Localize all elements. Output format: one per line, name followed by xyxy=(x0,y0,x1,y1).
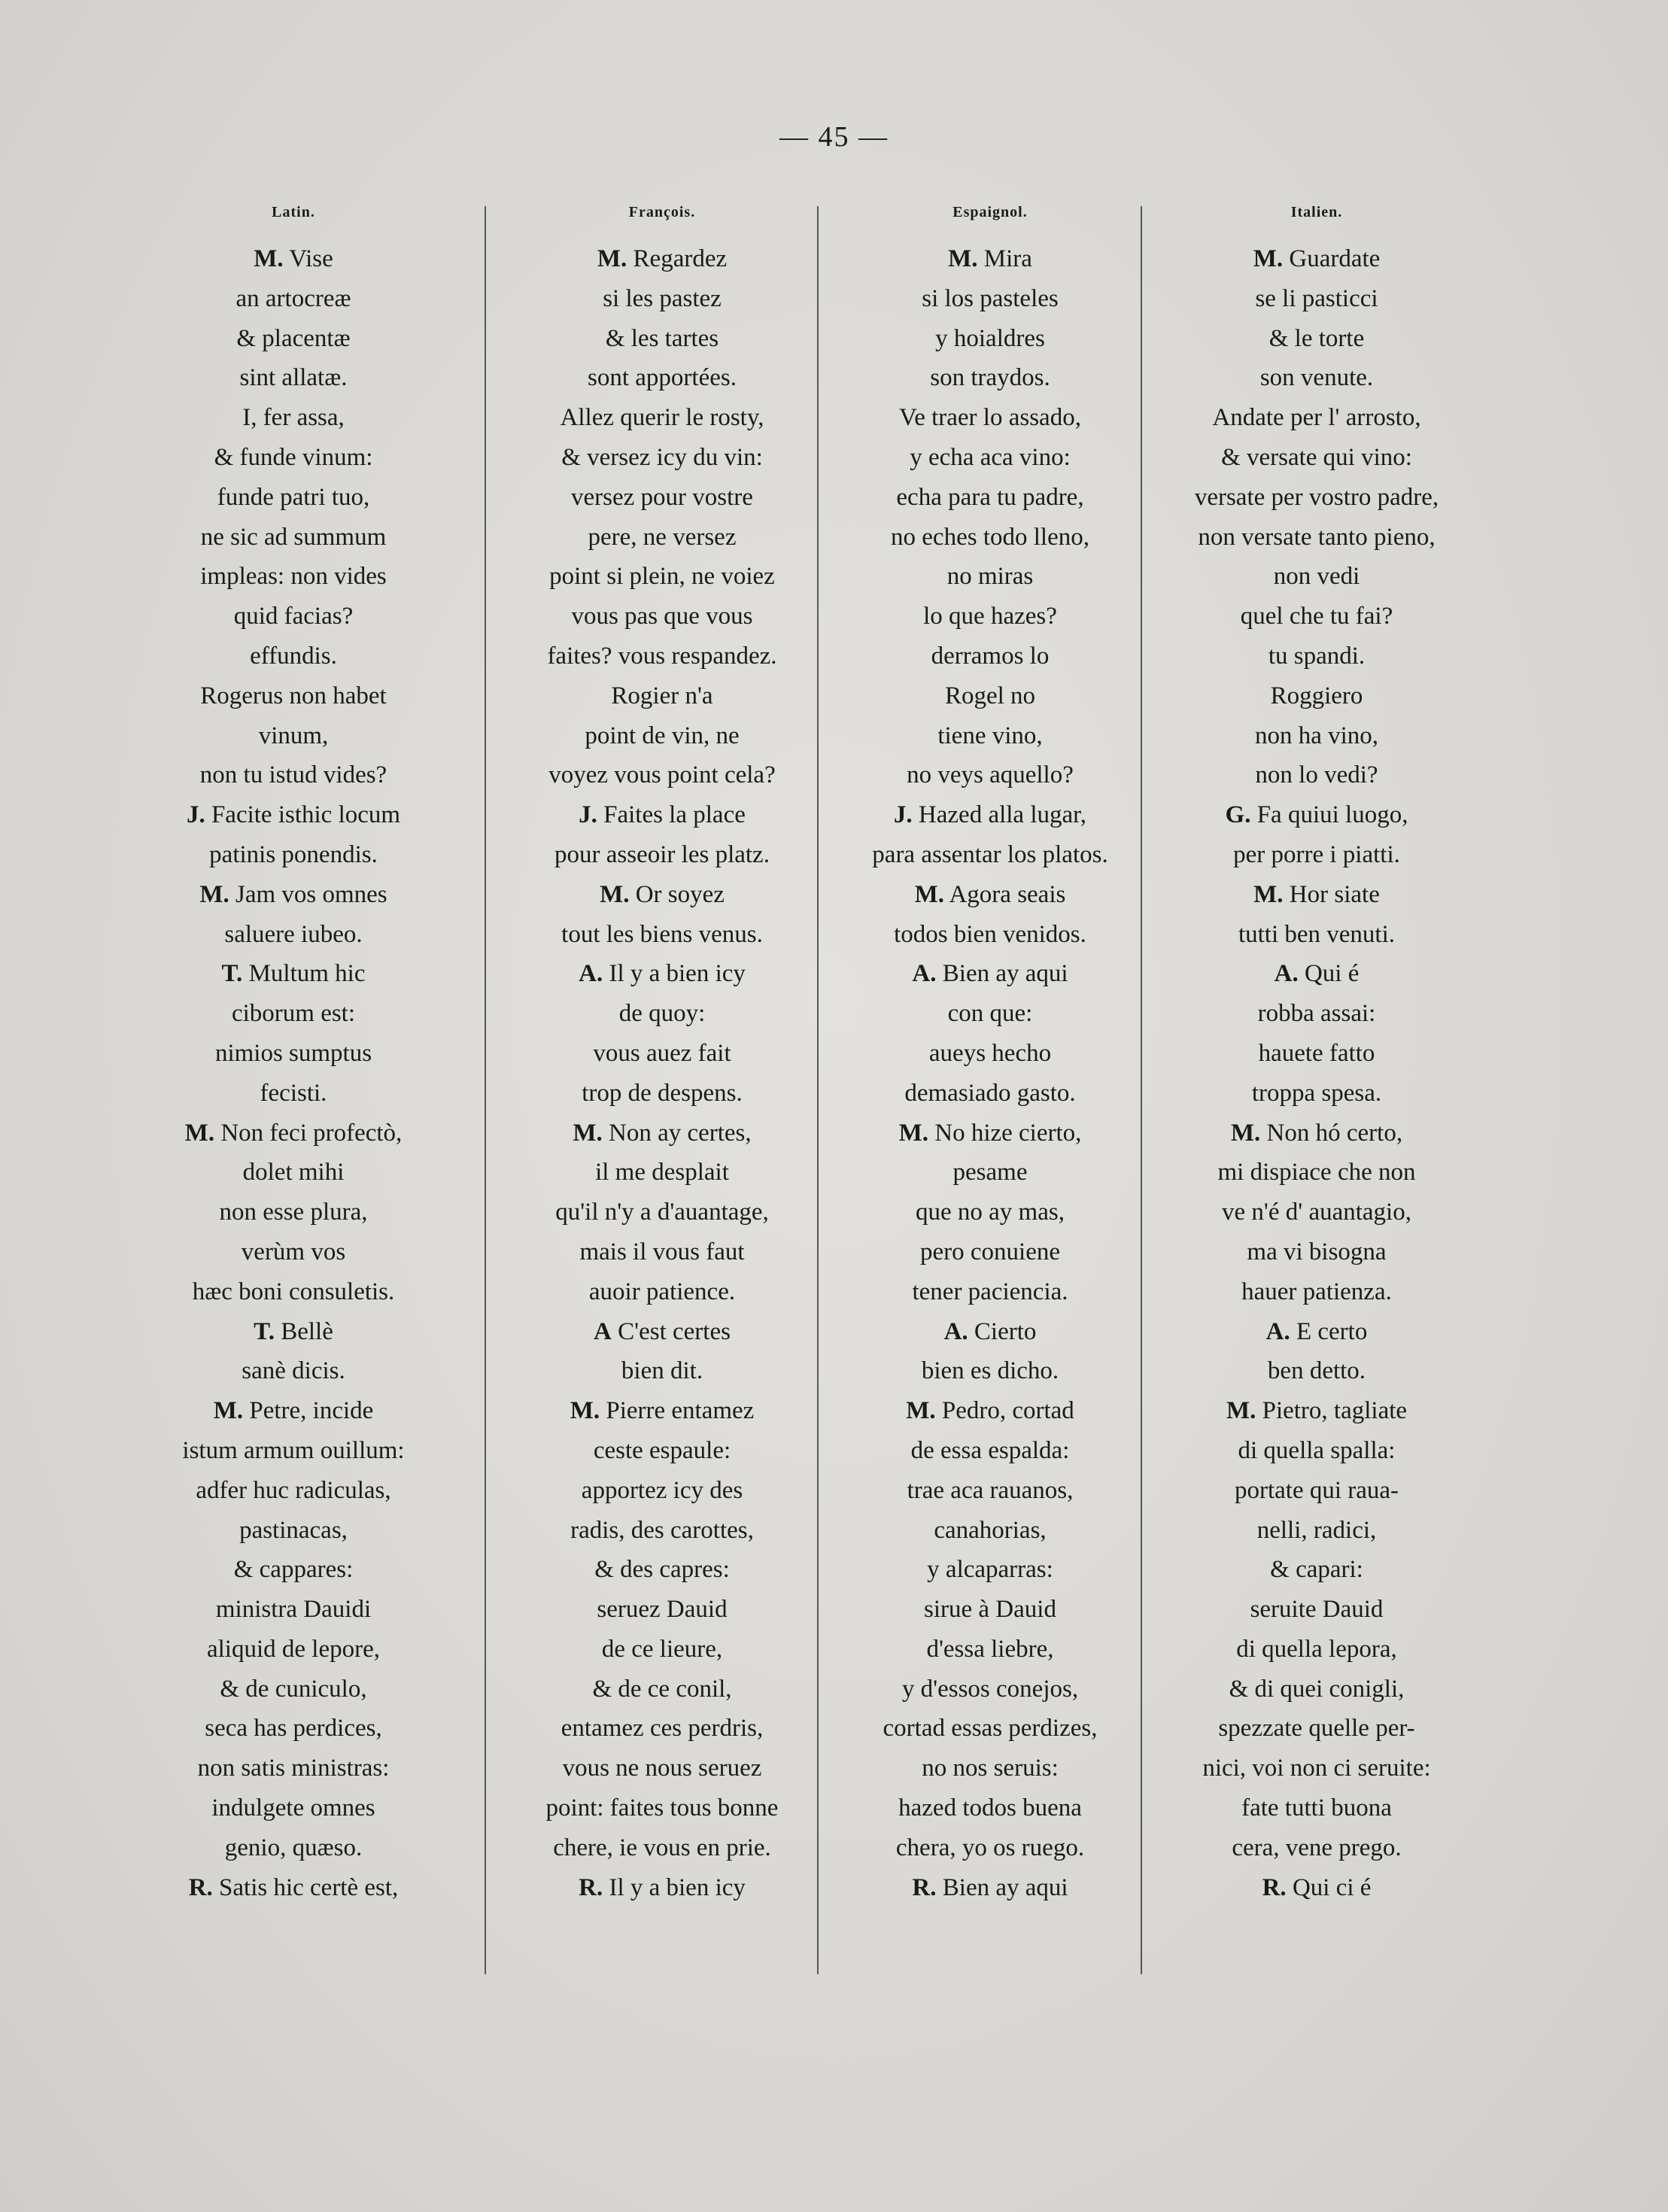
text-line: di quella lepora, xyxy=(1236,1635,1397,1663)
text-line: R. Satis hic certè est, xyxy=(188,1873,399,1901)
column-lines-espaignol xyxy=(825,239,1156,1907)
text-line: & le torte xyxy=(1268,324,1365,352)
text-line: point de vin, ne xyxy=(585,722,740,749)
text-line: & versez icy du vin: xyxy=(561,443,763,471)
text-line: A. Bien ay aqui xyxy=(912,960,1068,988)
text-line: non satis ministras: xyxy=(197,1755,390,1782)
text-line: ben detto. xyxy=(1267,1357,1366,1385)
text-line: hæc boni consuletis. xyxy=(192,1278,395,1305)
text-line: A. Cierto xyxy=(943,1317,1037,1345)
text-line: & de cuniculo, xyxy=(220,1675,367,1703)
text-line: non vedi xyxy=(1273,563,1360,591)
text-line: R. Il y a bien icy xyxy=(579,1873,746,1901)
text-line: M. Or soyez xyxy=(600,880,725,908)
text-line: Andate per l' arrosto, xyxy=(1212,404,1421,432)
text-line: M. Vise xyxy=(254,245,333,272)
text-line: que no ay mas, xyxy=(916,1199,1065,1226)
text-line: I, fer assa, xyxy=(242,404,345,432)
text-line: quid facias? xyxy=(233,603,354,630)
text-line: ne sic ad summum xyxy=(200,523,387,551)
parallel-text-columns xyxy=(128,197,1490,1973)
text-line: d'essa liebre, xyxy=(926,1635,1054,1663)
text-line: M. No hize cierto, xyxy=(898,1119,1082,1147)
text-line: J. Faites la place xyxy=(579,801,746,829)
text-line: hauer patienza. xyxy=(1241,1278,1392,1305)
text-line: bien dit. xyxy=(621,1357,703,1385)
text-line: istum armum ouillum: xyxy=(182,1436,405,1464)
text-line: demasiado gasto. xyxy=(904,1079,1076,1107)
speaker-initial: M. xyxy=(1226,1397,1256,1425)
speaker-initial: R. xyxy=(912,1873,937,1901)
text-line: M. Jam vos omnes xyxy=(199,880,387,908)
speaker-initial: M. xyxy=(199,880,229,908)
speaker-initial: M. xyxy=(898,1119,928,1147)
text-line: si les pastez xyxy=(603,284,722,312)
text-line: todos bien venidos. xyxy=(894,920,1086,948)
speaker-initial: M. xyxy=(906,1397,936,1425)
text-line: trop de despens. xyxy=(582,1079,743,1107)
text-line: derramos lo xyxy=(931,642,1050,670)
column-francois xyxy=(497,197,828,1973)
text-line: apportez icy des xyxy=(581,1476,743,1504)
speaker-initial: M. xyxy=(213,1397,244,1425)
text-line: M. Agora seais xyxy=(914,880,1066,908)
text-line: no eches todo lleno, xyxy=(891,523,1089,551)
text-line: di quella spalla: xyxy=(1238,1436,1396,1464)
text-line: hazed todos buena xyxy=(898,1794,1082,1822)
text-line: an artocreæ xyxy=(235,284,351,312)
text-line: & versate qui vino: xyxy=(1221,443,1412,471)
speaker-initial: A xyxy=(594,1317,612,1345)
column-latin xyxy=(128,197,459,1973)
text-line: J. Hazed alla lugar, xyxy=(893,801,1087,829)
text-line: ve n'é d' auantagio, xyxy=(1222,1199,1411,1226)
text-line: M. Petre, incide xyxy=(213,1397,374,1425)
text-line: non tu istud vides? xyxy=(199,761,387,789)
speaker-initial: T. xyxy=(254,1317,275,1345)
text-line: M. Pietro, tagliate xyxy=(1226,1397,1408,1425)
text-line: tu spandi. xyxy=(1268,642,1366,670)
text-line: Allez querir le rosty, xyxy=(560,404,764,432)
text-line: trae aca rauanos, xyxy=(907,1476,1074,1504)
text-line: versate per vostro padre, xyxy=(1194,483,1439,511)
text-line: fecisti. xyxy=(260,1079,327,1107)
text-line: bien es dicho. xyxy=(921,1357,1059,1385)
text-line: M. Non feci profectò, xyxy=(184,1119,403,1147)
text-line: & de ce conil, xyxy=(592,1675,732,1703)
text-line: A. Il y a bien icy xyxy=(579,960,746,988)
text-line: sirue à Dauid xyxy=(924,1596,1056,1624)
speaker-initial: M. xyxy=(1253,880,1284,908)
text-line: fate tutti buona xyxy=(1241,1794,1392,1822)
text-line: quel che tu fai? xyxy=(1240,603,1393,630)
text-line: si los pasteles xyxy=(922,284,1059,312)
text-line: hauete fatto xyxy=(1258,1039,1375,1067)
text-line: pero conuiene xyxy=(920,1238,1060,1266)
text-line: indulgete omnes xyxy=(211,1794,375,1822)
text-line: mi dispiace che non xyxy=(1217,1159,1416,1187)
text-line: entamez ces perdris, xyxy=(561,1715,764,1743)
speaker-initial: R. xyxy=(188,1873,213,1901)
text-line: non versate tanto pieno, xyxy=(1198,523,1436,551)
text-line: spezzate quelle per- xyxy=(1218,1715,1415,1743)
speaker-initial: J. xyxy=(893,801,913,829)
text-line: y alcaparras: xyxy=(927,1556,1053,1584)
text-line: seca has perdices, xyxy=(205,1715,382,1743)
column-rule xyxy=(485,206,486,1974)
text-line: de quoy: xyxy=(618,1000,706,1028)
text-line: pere, ne versez xyxy=(588,523,737,551)
text-line: & les tartes xyxy=(605,324,719,352)
text-line: & cappares: xyxy=(233,1556,354,1584)
text-line: patinis ponendis. xyxy=(209,840,378,868)
text-line: funde patri tuo, xyxy=(217,483,370,511)
text-line: impleas: non vides xyxy=(200,563,387,591)
text-line: verùm vos xyxy=(241,1238,346,1266)
text-line: & des capres: xyxy=(594,1556,730,1584)
column-rule xyxy=(1141,206,1142,1974)
text-line: adfer huc radiculas, xyxy=(196,1476,391,1504)
speaker-initial: M. xyxy=(948,245,978,272)
text-line: auoir patience. xyxy=(588,1278,736,1305)
column-header-espaignol: Espaignol. xyxy=(952,204,1028,220)
text-line: il me desplait xyxy=(595,1159,729,1187)
text-line: sint allatæ. xyxy=(239,364,348,392)
text-line: T. Bellè xyxy=(254,1317,333,1345)
text-line: radis, des carottes, xyxy=(570,1516,754,1544)
text-line: genio, quæso. xyxy=(224,1834,363,1861)
column-lines-francois xyxy=(497,239,828,1907)
speaker-initial: M. xyxy=(600,880,630,908)
text-line: son traydos. xyxy=(930,364,1050,392)
text-line: point: faites tous bonne xyxy=(545,1794,779,1822)
page-number: — 45 — xyxy=(779,121,889,153)
text-line: sanè dicis. xyxy=(242,1357,345,1385)
column-header-francois: François. xyxy=(628,204,696,220)
text-line: A. E certo xyxy=(1265,1317,1368,1345)
column-header-latin: Latin. xyxy=(272,204,315,220)
text-line: vous ne nous seruez xyxy=(562,1755,762,1782)
text-line: de ce lieure, xyxy=(601,1635,723,1663)
speaker-initial: T. xyxy=(221,960,243,988)
text-line: effundis. xyxy=(250,642,337,670)
speaker-initial: M. xyxy=(1253,245,1284,272)
text-line: & capari: xyxy=(1270,1556,1363,1584)
text-line: Rogel no xyxy=(944,682,1036,709)
text-line: tiene vino, xyxy=(937,722,1043,749)
text-line: versez pour vostre xyxy=(571,483,753,511)
speaker-initial: A. xyxy=(579,960,603,988)
text-line: no miras xyxy=(946,563,1034,591)
text-line: J. Facite isthic locum xyxy=(186,801,401,829)
text-line: saluere iubeo. xyxy=(224,920,363,948)
text-line: tener paciencia. xyxy=(912,1278,1068,1305)
text-line: no nos seruis: xyxy=(922,1755,1059,1782)
text-line: A. Qui é xyxy=(1274,960,1360,988)
speaker-initial: A. xyxy=(943,1317,968,1345)
text-line: sont apportées. xyxy=(588,364,737,392)
text-line: se li pasticci xyxy=(1255,284,1378,312)
text-line: & placentæ xyxy=(236,324,351,352)
speaker-initial: J. xyxy=(186,801,205,829)
text-line: son venute. xyxy=(1259,364,1374,392)
text-line: T. Multum hic xyxy=(221,960,366,988)
text-line: tutti ben venuti. xyxy=(1238,920,1396,948)
text-line: nelli, radici, xyxy=(1256,1516,1377,1544)
text-line: nimios sumptus xyxy=(214,1039,372,1067)
speaker-initial: R. xyxy=(579,1873,603,1901)
speaker-initial: A. xyxy=(1265,1317,1290,1345)
text-line: per porre i piatti. xyxy=(1233,840,1400,868)
text-line: vous pas que vous xyxy=(571,603,753,630)
text-line: aliquid de lepore, xyxy=(206,1635,380,1663)
speaker-initial: A. xyxy=(912,960,937,988)
text-line: Rogier n'a xyxy=(611,682,713,709)
speaker-initial: G. xyxy=(1225,801,1251,829)
text-line: non ha vino, xyxy=(1254,722,1379,749)
text-line: M. Non hó certo, xyxy=(1230,1119,1403,1147)
text-line: pour asseoir les platz. xyxy=(554,840,770,868)
text-line: pastinacas, xyxy=(239,1516,348,1544)
text-line: dolet mihi xyxy=(242,1159,345,1187)
text-line: faites? vous respandez. xyxy=(547,642,777,670)
text-line: Ve traer lo assado, xyxy=(899,404,1081,432)
speaker-initial: J. xyxy=(579,801,597,829)
text-line: ciborum est: xyxy=(231,1000,356,1028)
text-line: seruez Dauid xyxy=(597,1596,728,1624)
text-line: seruite Dauid xyxy=(1250,1596,1384,1624)
text-line: cortad essas perdizes, xyxy=(883,1715,1098,1743)
text-line: mais il vous faut xyxy=(579,1238,745,1266)
speaker-initial: M. xyxy=(597,245,627,272)
text-line: vinum, xyxy=(258,722,329,749)
text-line: vous auez fait xyxy=(593,1039,731,1067)
text-line: pesame xyxy=(952,1159,1028,1187)
text-line: cera, vene prego. xyxy=(1232,1834,1402,1861)
text-line: y d'essos conejos, xyxy=(901,1675,1079,1703)
text-line: M. Pedro, cortad xyxy=(906,1397,1074,1425)
text-line: non lo vedi? xyxy=(1255,761,1378,789)
column-espaignol xyxy=(825,197,1156,1973)
text-line: G. Fa quiui luogo, xyxy=(1225,801,1408,829)
column-lines-latin xyxy=(128,239,459,1907)
text-line: ma vi bisogna xyxy=(1247,1238,1387,1266)
text-line: aueys hecho xyxy=(928,1039,1052,1067)
speaker-initial: M. xyxy=(570,1397,600,1425)
text-line: Roggiero xyxy=(1270,682,1363,709)
speaker-initial: M. xyxy=(573,1119,603,1147)
text-line: chera, yo os ruego. xyxy=(895,1834,1085,1861)
column-header-italien: Italien. xyxy=(1290,204,1343,220)
text-line: non esse plura, xyxy=(219,1199,368,1226)
text-line: ministra Dauidi xyxy=(215,1596,372,1624)
text-line: & di quei conigli, xyxy=(1229,1675,1405,1703)
text-line: canahorias, xyxy=(934,1516,1047,1544)
text-line: A C'est certes xyxy=(594,1317,731,1345)
text-line: no veys aquello? xyxy=(907,761,1074,789)
text-line: echa para tu padre, xyxy=(896,483,1084,511)
text-line: de essa espalda: xyxy=(910,1436,1070,1464)
text-line: lo que hazes? xyxy=(923,603,1057,630)
text-line: para assentar los platos. xyxy=(872,840,1108,868)
text-line: troppa spesa. xyxy=(1251,1079,1382,1107)
text-line: M. Mira xyxy=(948,245,1032,272)
column-italien xyxy=(1151,197,1482,1973)
text-line: portate qui raua- xyxy=(1234,1476,1399,1504)
text-line: R. Qui ci é xyxy=(1262,1873,1372,1901)
text-line: y echa aca vino: xyxy=(910,443,1071,471)
speaker-initial: M. xyxy=(914,880,945,908)
text-line: M. Pierre entamez xyxy=(570,1397,755,1425)
speaker-initial: M. xyxy=(254,245,284,272)
text-line: M. Non ay certes, xyxy=(573,1119,752,1147)
text-line: tout les biens venus. xyxy=(561,920,763,948)
text-line: y hoialdres xyxy=(935,324,1045,352)
text-line: M. Hor siate xyxy=(1253,880,1380,908)
text-line: M. Regardez xyxy=(597,245,728,272)
speaker-initial: A. xyxy=(1274,960,1299,988)
text-line: M. Guardate xyxy=(1253,245,1381,272)
text-line: point si plein, ne voiez xyxy=(549,563,775,591)
text-line: nici, voi non ci seruite: xyxy=(1202,1755,1431,1782)
speaker-initial: R. xyxy=(1262,1873,1287,1901)
column-lines-italien xyxy=(1151,239,1482,1907)
text-line: & funde vinum: xyxy=(214,443,373,471)
text-line: robba assai: xyxy=(1257,1000,1376,1028)
text-line: chere, ie vous en prie. xyxy=(553,1834,771,1861)
speaker-initial: M. xyxy=(184,1119,215,1147)
column-rule xyxy=(817,206,819,1974)
text-line: con que: xyxy=(947,1000,1033,1028)
text-line: qu'il n'y a d'auantage, xyxy=(555,1199,769,1226)
text-line: R. Bien ay aqui xyxy=(912,1873,1068,1901)
text-line: Rogerus non habet xyxy=(200,682,387,709)
text-line: voyez vous point cela? xyxy=(548,761,776,789)
speaker-initial: M. xyxy=(1230,1119,1261,1147)
text-line: ceste espaule: xyxy=(593,1436,731,1464)
